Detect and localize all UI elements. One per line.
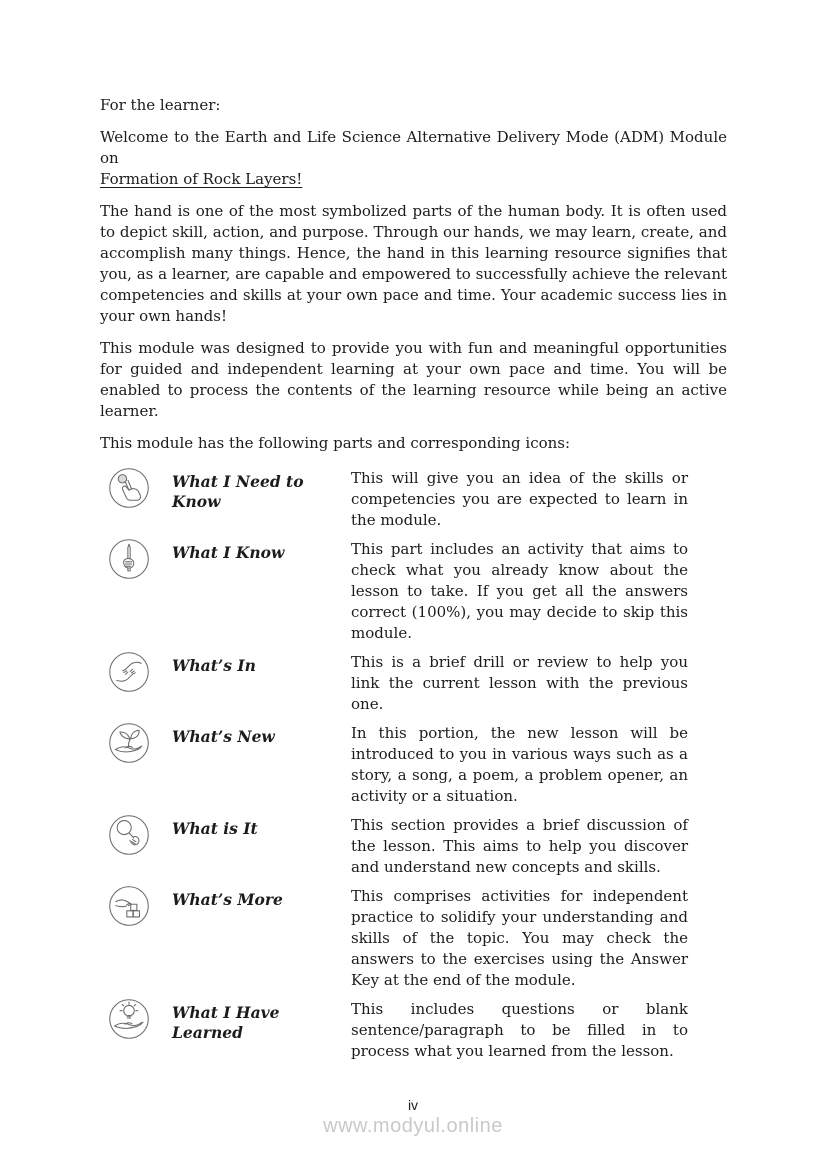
module-part-description: This comprises activities for independent practice to solidify your understanding and skills of the topic. You may check the answers to the exercises using the Answer Key at the end of the module. <box>351 887 688 989</box>
module-part-row <box>100 465 727 531</box>
welcome-paragraph <box>100 127 727 190</box>
module-part-row <box>100 720 727 807</box>
module-part-description: This part includes an activity that aims to check what you already know about the lesson to take. If you get all the answers correct (100%), you may decide to skip this module. <box>351 540 688 642</box>
module-part-label: What is It <box>172 819 258 838</box>
module-part-row <box>100 996 727 1062</box>
hand-symbolism-paragraph: The hand is one of the most symbolized parts of the human body. It is often used to depict skill, action, and purpose. Through our hands, we may learn, create, and accomplish many things. Hence, the hand in this learning resource signifies that you, as a learner, are capable and empowered to successfully achieve the relevant competencies and skills at your own pace and time. Your academic success lies in your own hands! <box>100 202 728 325</box>
module-part-row <box>100 649 727 715</box>
hand-pencil-icon <box>108 538 150 580</box>
module-part-row <box>100 536 727 644</box>
hand-tap-icon <box>108 467 150 509</box>
welcome-prefix-text: Welcome to the Earth and Life Science Alternative Delivery Mode (ADM) Module on <box>100 128 727 167</box>
module-part-label: What I Know <box>172 543 285 562</box>
module-part-label: What’s More <box>172 890 283 909</box>
hands-link-icon <box>108 651 150 693</box>
page-number: iv <box>407 1097 419 1113</box>
module-parts-list <box>100 465 727 1062</box>
module-part-description: This is a brief drill or review to help you link the current lesson with the previous one. <box>351 653 688 713</box>
module-part-description: In this portion, the new lesson will be introduced to you in various ways such as a story, a song, a poem, a problem opener, an activity or a situation. <box>351 724 688 805</box>
hand-sprout-icon <box>108 722 150 764</box>
module-part-row <box>100 812 727 878</box>
hand-bulb-icon <box>108 998 150 1040</box>
module-part-label: What’s In <box>172 656 256 675</box>
hand-magnifier-icon <box>108 814 150 856</box>
module-part-description: This section provides a brief discussion of the lesson. This aims to help you discover and understand new concepts and skills. <box>351 816 688 876</box>
salutation-text: For the learner: <box>100 96 221 114</box>
module-design-paragraph: This module was designed to provide you with fun and meaningful opportunities for guided and independent learning at your own pace and time. You will be enabled to process the contents of the learning resource while being an active learner. <box>100 339 727 420</box>
module-part-label: What’s New <box>172 727 275 746</box>
module-title-underlined: Formation of Rock Layers! <box>100 170 303 188</box>
module-part-label: What I Need to Know <box>172 472 304 511</box>
module-part-label: What I Have Learned <box>172 1003 280 1042</box>
module-part-description: This includes questions or blank sentence/paragraph to be filled in to process what you learned from the lesson. <box>351 1000 688 1060</box>
parts-intro-text: This module has the following parts and corresponding icons: <box>100 434 571 452</box>
module-part-row <box>100 883 727 991</box>
watermark-text: www.modyul.online <box>323 1115 503 1137</box>
hand-blocks-icon <box>108 885 150 927</box>
module-part-description: This will give you an idea of the skills or competencies you are expected to learn in the module. <box>351 469 688 529</box>
page-content <box>100 95 727 1067</box>
